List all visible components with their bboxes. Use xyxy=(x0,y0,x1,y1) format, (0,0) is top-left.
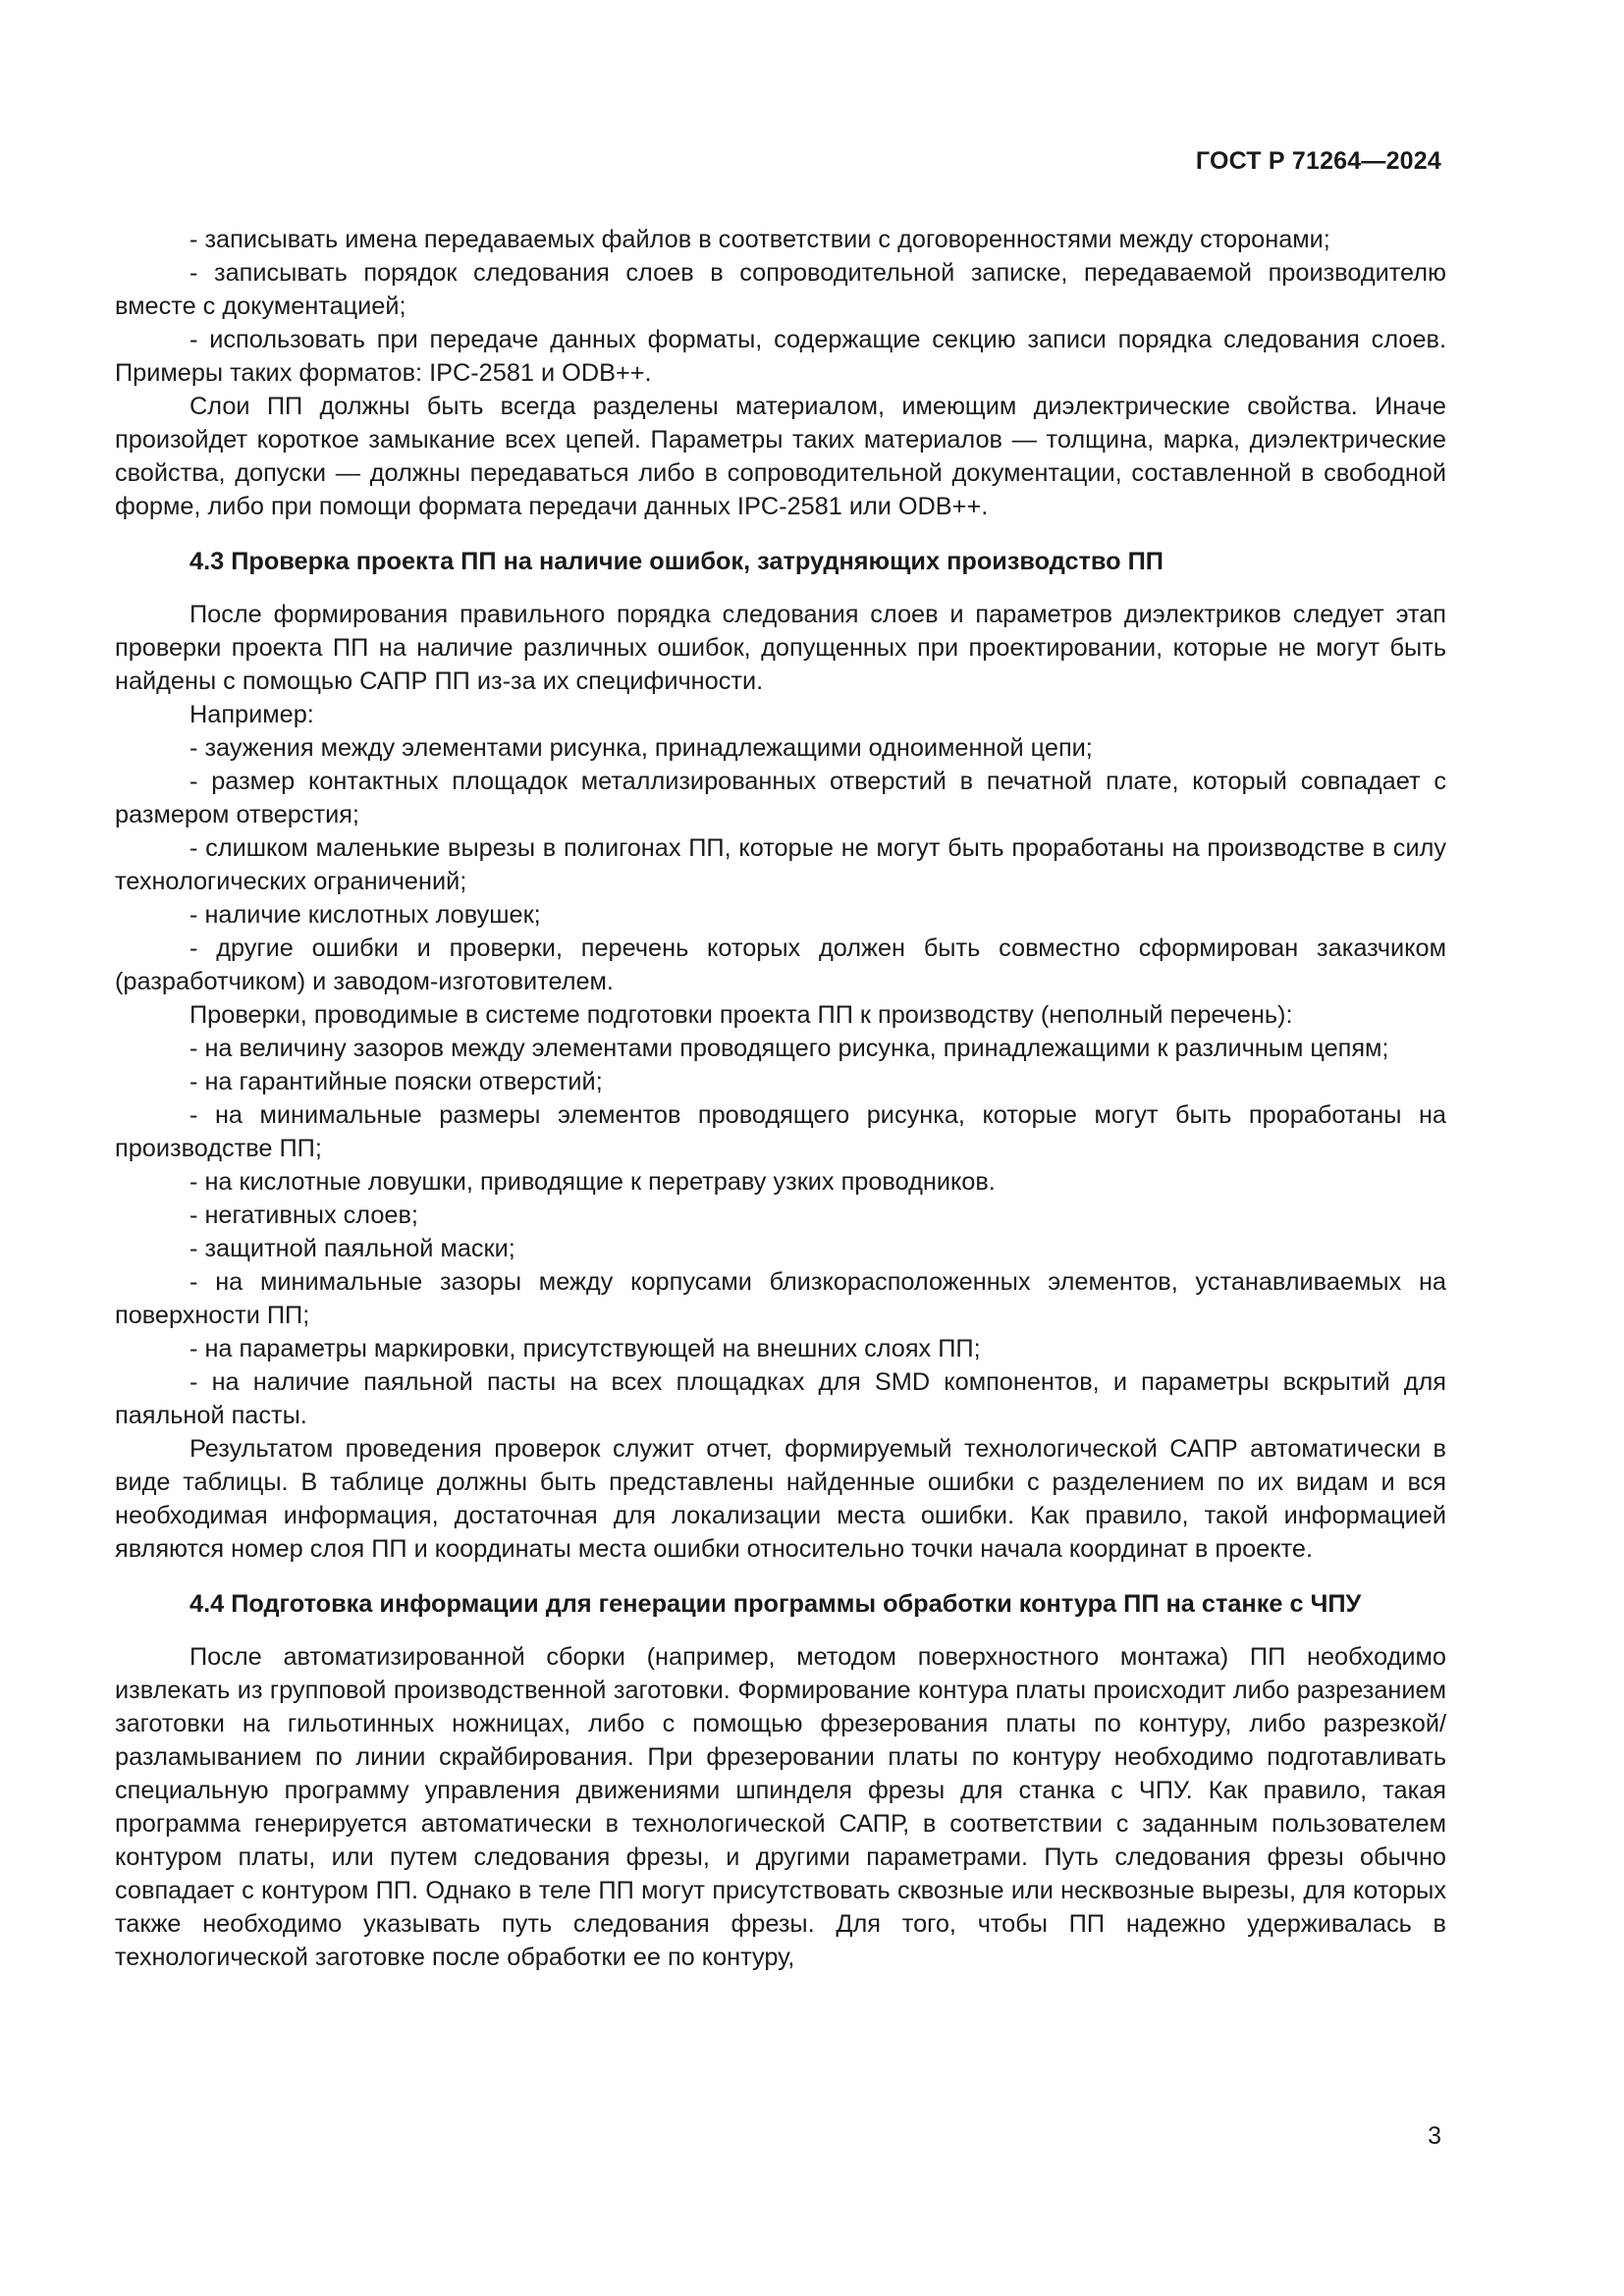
document-body xyxy=(115,223,1446,1974)
document-header-id: ГОСТ Р 71264—2024 xyxy=(1195,147,1441,175)
paragraph: После автоматизированной сборки (например, методом поверхностного монтажа) ПП необходимо извлекать из групповой производственной заготовки. Формирование контура платы происходит либо разрезанием заготовки на гильотинных ножницах, либо с помощью фрезерования платы по контуру, либо разрезкой/разламыванием по линии скрайбирования. При фрезеровании платы по контуру необходимо подготавливать специальную программу управления движениями шпинделя фрезы для станка с ЧПУ. Как правило, такая программа генерируется автоматически в технологической САПР, в соответствии с заданным пользователем контуром платы, или путем следования фрезы, и другими параметрами. Путь следования фрезы обычно совпадает с контуром ПП. Однако в теле ПП могут присутствовать сквозные или несквозные вырезы, для которых также необходимо указывать путь следования фрезы. Для того, чтобы ПП надежно удерживалась в технологической заготовке после обработки ее по контуру, xyxy=(115,1643,1446,1971)
paragraph-label: Например: xyxy=(189,701,314,728)
list-item: - записывать имена передаваемых файлов в соответствии с договоренностями между сторонами; xyxy=(189,226,1330,253)
list-item: - на наличие паяльной пасты на всех площадках для SMD компонентов, и параметры вскрытий для паяльной пасты. xyxy=(115,1368,1446,1429)
list-item: - наличие кислотных ловушек; xyxy=(189,901,541,929)
paragraph: Результатом проведения проверок служит отчет, формируемый технологической САПР автоматически в виде таблицы. В таблице должны быть представлены найденные ошибки с разделением по их видам и вся необходимая информация, достаточная для локализации места ошибки. Как правило, такой информацией являются номер слоя ПП и координаты места ошибки относительно точки начала координат в проекте. xyxy=(115,1435,1446,1563)
list-item: - записывать порядок следования слоев в сопроводительной записке, передаваемой производителю вместе с документацией; xyxy=(115,259,1446,320)
list-item: - на гарантийные пояски отверстий; xyxy=(189,1068,603,1095)
list-item: - на минимальные размеры элементов проводящего рисунка, которые могут быть проработаны на производстве ПП; xyxy=(115,1101,1446,1162)
paragraph-label: Проверки, проводимые в системе подготовки проекта ПП к производству (неполный перечень): xyxy=(189,1001,1293,1029)
section-heading-4-4: 4.4 Подготовка информации для генерации программы обработки контура ПП на станке с ЧПУ xyxy=(189,1590,1362,1618)
paragraph: Слои ПП должны быть всегда разделены материалом, имеющим диэлектрические свойства. Иначе произойдет короткое замыкание всех цепей. Параметры таких материалов — толщина, марка, диэлектрические свойства, допуски — должны передаваться либо в сопроводительной документации, составленной в свободной форме, либо при помощи формата передачи данных IPC-2581 или ODB++. xyxy=(115,393,1446,520)
list-item: - другие ошибки и проверки, перечень которых должен быть совместно сформирован заказчиком (разработчиком) и заводом-изготовителем. xyxy=(115,934,1446,995)
list-item: - на параметры маркировки, присутствующей на внешних слоях ПП; xyxy=(189,1335,981,1362)
list-item: - слишком маленькие вырезы в полигонах ПП, которые не могут быть проработаны на производстве в силу технологических ограничений; xyxy=(115,834,1446,895)
list-item: - использовать при передаче данных форматы, содержащие секцию записи порядка следования слоев. Примеры таких форматов: IPC-2581 и ODB++. xyxy=(115,326,1446,387)
section-heading-4-3: 4.3 Проверка проекта ПП на наличие ошибок, затрудняющих производство ПП xyxy=(189,548,1164,575)
list-item: - негативных слоев; xyxy=(189,1201,418,1229)
list-item: - заужения между элементами рисунка, принадлежащими одноименной цепи; xyxy=(189,734,1093,762)
page-number: 3 xyxy=(1428,2122,1441,2150)
list-item: - размер контактных площадок металлизированных отверстий в печатной плате, который совпадает с размером отверстия; xyxy=(115,768,1446,828)
list-item: - на кислотные ловушки, приводящие к перетраву узких проводников. xyxy=(189,1168,996,1196)
list-item: - на величину зазоров между элементами проводящего рисунка, принадлежащими к различным цепям; xyxy=(189,1035,1389,1062)
list-item: - на минимальные зазоры между корпусами близкорасположенных элементов, устанавливаемых на поверхности ПП; xyxy=(115,1268,1446,1329)
paragraph: После формирования правильного порядка следования слоев и параметров диэлектриков следует этап проверки проекта ПП на наличие различных ошибок, допущенных при проектировании, которые не могут быть найдены с помощью САПР ПП из-за их специфичности. xyxy=(115,601,1446,695)
list-item: - защитной паяльной маски; xyxy=(189,1235,515,1262)
